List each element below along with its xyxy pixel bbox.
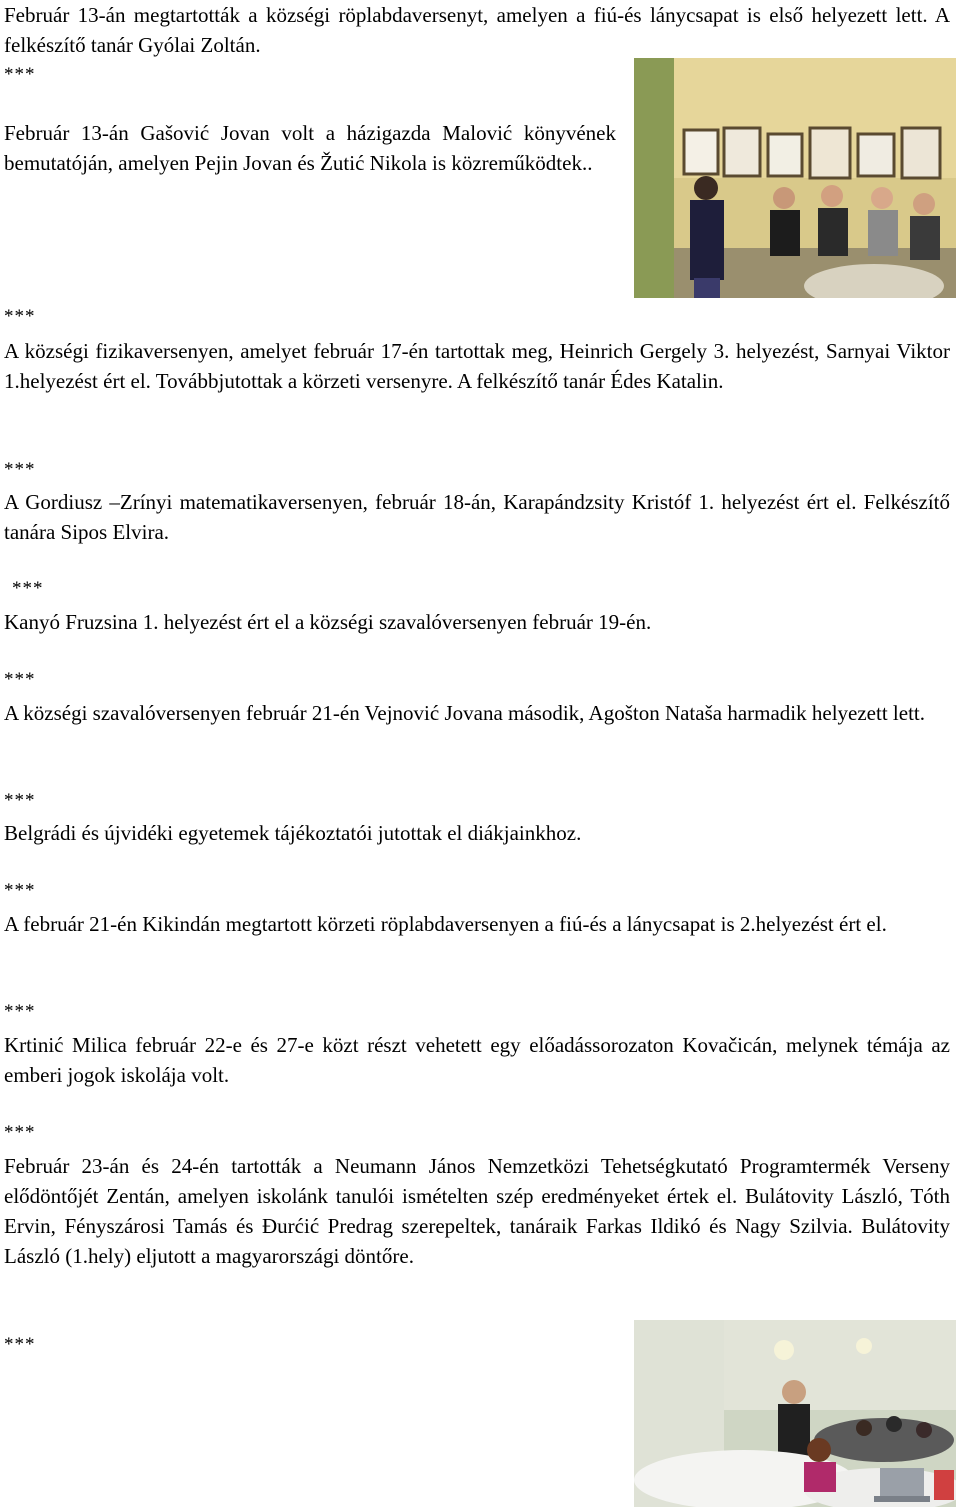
separator: *** bbox=[4, 64, 36, 85]
separator: *** bbox=[12, 578, 44, 599]
separator: *** bbox=[4, 1334, 36, 1355]
separator: *** bbox=[4, 790, 36, 811]
news-paragraph-neumann-competition: Február 23-án és 24-én tartották a Neumann János Nemzetközi Tehetségkutató Programtermék Verseny elődöntőjét Zentán, amelyen iskolánk tanulói ismételten szép eredményeket értek el. Bulátovity László, Tóth Ervin, Fényszárosi Tamás és Đurćić Predrag szerepeltek, tanáraik Farkas Ildikó és Nagy Szilvia. Bulátovity László (1.hely) eljutott a magyarországi döntőre. bbox=[4, 1154, 950, 1268]
photo-competition-hall-image bbox=[634, 1320, 956, 1507]
news-paragraph-district-volleyball: A február 21-én Kikindán megtartott körzeti röplabdaversenyen a fiú-és a lánycsapat is 2.helyezést ért el. bbox=[4, 912, 887, 936]
separator: *** bbox=[4, 1001, 36, 1022]
separator: *** bbox=[4, 459, 36, 480]
news-paragraph-recitation-winner: Kanyó Fruzsina 1. helyezést ért el a községi szavalóversenyen február 19-én. bbox=[4, 610, 652, 634]
news-paragraph-universities: Belgrádi és újvidéki egyetemek tájékoztatói jutottak el diákjainkhoz. bbox=[4, 821, 582, 845]
photo-competition-hall bbox=[634, 1320, 956, 1507]
news-paragraph-math-competition: A Gordiusz –Zrínyi matematikaversenyen, február 18-án, Karapándzsity Kristóf 1. helyezést ért el. Felkészítő tanára Sipos Elvira. bbox=[4, 490, 950, 544]
separator: *** bbox=[4, 306, 36, 327]
news-paragraph-recitation-results: A községi szavalóversenyen február 21-én Vejnović Jovana második, Agošton Nataša harmadik helyezett lett. bbox=[4, 701, 925, 725]
separator: *** bbox=[4, 880, 36, 901]
separator: *** bbox=[4, 1122, 36, 1143]
news-paragraph-physics-competition: A községi fizikaversenyen, amelyet február 17-én tartottak meg, Heinrich Gergely 3. helyezést, Sarnyai Viktor 1.helyezést ért el. Továbbjutottak a körzeti versenyre. A felkészítő tanár Édes Katalin. bbox=[4, 339, 950, 393]
separator: *** bbox=[4, 669, 36, 690]
news-paragraph-human-rights: Krtinić Milica február 22-e és 27-e közt részt vehetett egy előadássorozaton Kovačicán, melynek témája az emberi jogok iskolája volt. bbox=[4, 1033, 950, 1087]
news-paragraph-book-presentation: Február 13-án Gašović Jovan volt a házigazda Malović könyvének bemutatóján, amelyen Pejin Jovan és Žutić Nikola is közreműködtek.. bbox=[4, 121, 616, 175]
news-paragraph-volleyball: Február 13-án megtartották a községi röplabdaversenyt, amelyen a fiú-és lánycsapat is első helyezett lett. A felkészítő tanár Gyólai Zoltán. bbox=[4, 3, 950, 57]
photo-book-presentation bbox=[634, 58, 956, 298]
photo-book-presentation-image bbox=[634, 58, 956, 298]
